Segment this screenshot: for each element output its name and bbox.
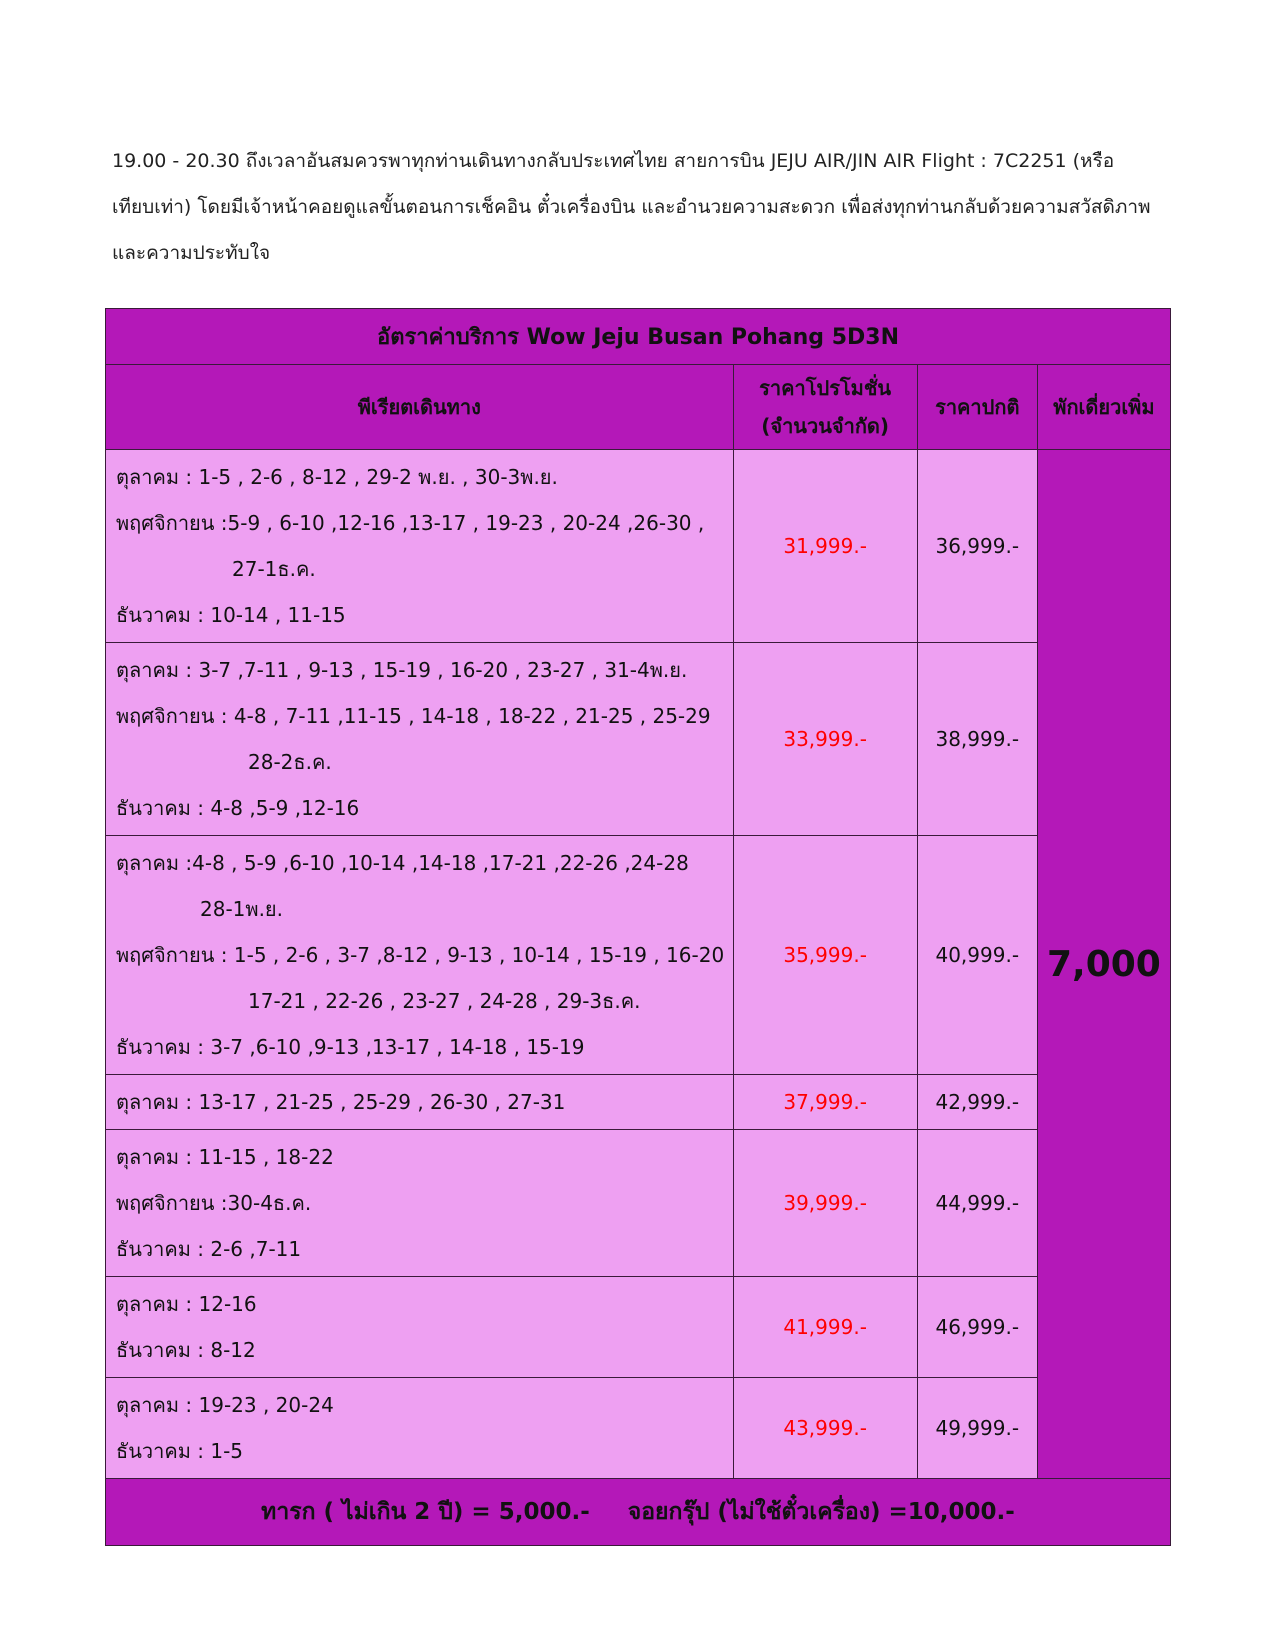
header-promo: [733, 365, 917, 450]
promo-price: 33,999.-: [733, 643, 917, 836]
period-cell: [106, 1075, 734, 1130]
table-title-row: [106, 309, 1171, 365]
period-cell: [106, 1277, 734, 1378]
period-cell: [106, 643, 734, 836]
table-row: [106, 836, 1171, 1075]
period-cell: [106, 836, 734, 1075]
header-normal: ราคาปกติ: [917, 365, 1037, 450]
table-header-row: [106, 365, 1171, 450]
period-line: ธันวาคม : 2-6 ,7-11: [116, 1237, 302, 1261]
promo-price: 31,999.-: [733, 450, 917, 643]
period-line: ธันวาคม : 3-7 ,6-10 ,9-13 ,13-17 , 14-18 , 15-19: [116, 1035, 585, 1059]
period-line: 28-1พ.ย.: [200, 897, 284, 921]
table-row: [106, 450, 1171, 643]
table-row: [106, 1378, 1171, 1479]
period-line: พฤศจิกายน : 4-8 , 7-11 ,11-15 , 14-18 , 18-22 , 21-25 , 25-29: [116, 704, 711, 728]
table-row: [106, 643, 1171, 836]
table-title: อัตราค่าบริการ Wow Jeju Busan Pohang 5D3N: [106, 309, 1171, 365]
period-line: ตุลาคม : 1-5 , 2-6 , 8-12 , 29-2 พ.ย. , 30-3พ.ย.: [116, 465, 558, 489]
join-group-price: จอยกรุ๊ป (ไม่ใช้ตั๋วเครื่อง) =10,000.-: [627, 1499, 1015, 1525]
period-line: 27-1ธ.ค.: [232, 557, 316, 581]
period-line: ตุลาคม : 11-15 , 18-22: [116, 1145, 334, 1169]
period-cell: [106, 1130, 734, 1277]
normal-price: 44,999.-: [917, 1130, 1037, 1277]
normal-price: 38,999.-: [917, 643, 1037, 836]
header-single: พักเดี่ยวเพิ่ม: [1037, 365, 1170, 450]
period-line: พฤศจิกายน :5-9 , 6-10 ,12-16 ,13-17 , 19-23 , 20-24 ,26-30 ,: [116, 511, 705, 535]
promo-price: 35,999.-: [733, 836, 917, 1075]
header-promo-line1: ราคาโปรโมชั่น: [759, 376, 892, 400]
period-line: พฤศจิกายน :30-4ธ.ค.: [116, 1191, 312, 1215]
table-footer: [106, 1479, 1171, 1546]
period-line: ธันวาคม : 8-12: [116, 1338, 256, 1362]
promo-price: 37,999.-: [733, 1075, 917, 1130]
table-row: [106, 1075, 1171, 1130]
period-cell: [106, 1378, 734, 1479]
normal-price: 49,999.-: [917, 1378, 1037, 1479]
period-line: ตุลาคม :4-8 , 5-9 ,6-10 ,10-14 ,14-18 ,17-21 ,22-26 ,24-28: [116, 851, 689, 875]
promo-price: 39,999.-: [733, 1130, 917, 1277]
period-line: ตุลาคม : 19-23 , 20-24: [116, 1393, 334, 1417]
promo-price: 43,999.-: [733, 1378, 917, 1479]
period-line: 17-21 , 22-26 , 23-27 , 24-28 , 29-3ธ.ค.: [248, 989, 641, 1013]
normal-price: 40,999.-: [917, 836, 1037, 1075]
intro-line: เทียบเท่า) โดยมีเจ้าหน้าคอยดูแลขั้นตอนการเช็คอิน ตั๋วเครื่องบิน และอำนวยความสะดวก เพื่อส่งทุกท่านกลับด้วยความสวัสดิภาพ: [112, 196, 1151, 218]
period-line: ตุลาคม : 3-7 ,7-11 , 9-13 , 15-19 , 16-20 , 23-27 , 31-4พ.ย.: [116, 658, 688, 682]
period-line: ตุลาคม : 13-17 , 21-25 , 25-29 , 26-30 , 27-31: [116, 1090, 566, 1114]
price-table: [105, 308, 1171, 1546]
period-cell: [106, 450, 734, 643]
intro-line: และความประทับใจ: [112, 242, 271, 264]
header-promo-line2: (จำนวนจำกัด): [761, 414, 890, 438]
period-line: ธันวาคม : 1-5: [116, 1439, 244, 1463]
period-line: ตุลาคม : 12-16: [116, 1292, 257, 1316]
period-line: 28-2ธ.ค.: [248, 750, 332, 774]
table-row: [106, 1277, 1171, 1378]
normal-price: 46,999.-: [917, 1277, 1037, 1378]
table-row: [106, 1130, 1171, 1277]
normal-price: 42,999.-: [917, 1075, 1037, 1130]
single-supplement: 7,000: [1037, 450, 1170, 1479]
period-line: ธันวาคม : 4-8 ,5-9 ,12-16: [116, 796, 360, 820]
infant-price: ทารก ( ไม่เกิน 2 ปี) = 5,000.-: [261, 1499, 590, 1525]
header-period: พีเรียตเดินทาง: [106, 365, 734, 450]
intro-line: 19.00 - 20.30 ถึงเวลาอันสมควรพาทุกท่านเดินทางกลับประเทศไทย สายการบิน JEJU AIR/JIN AIR Flight : 7C2251 (หรือ: [112, 150, 1115, 172]
table-footer-row: [106, 1479, 1171, 1546]
promo-price: 41,999.-: [733, 1277, 917, 1378]
period-line: พฤศจิกายน : 1-5 , 2-6 , 3-7 ,8-12 , 9-13 , 10-14 , 15-19 , 16-20: [116, 943, 725, 967]
normal-price: 36,999.-: [917, 450, 1037, 643]
intro-paragraph: [112, 138, 1172, 276]
period-line: ธันวาคม : 10-14 , 11-15: [116, 603, 346, 627]
